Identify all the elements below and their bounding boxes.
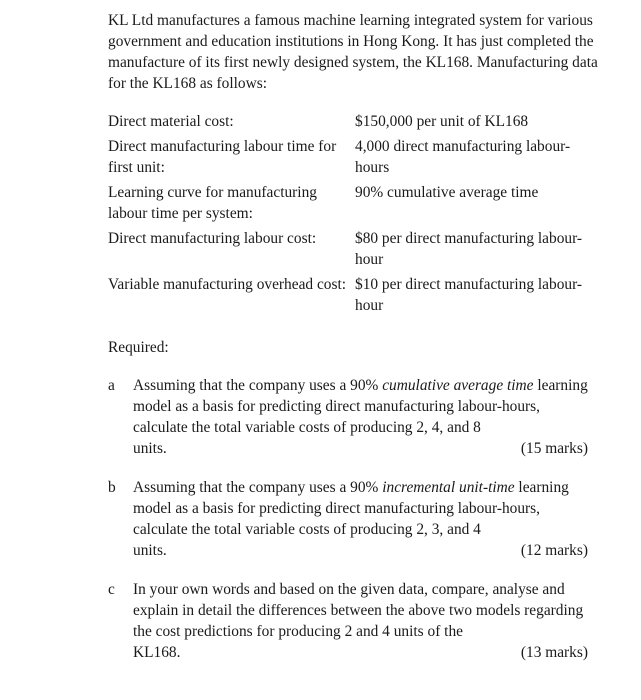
question-a [108, 375, 598, 459]
document-page [108, 10, 598, 681]
question-last-word: units. [133, 542, 167, 559]
question-body [133, 477, 588, 561]
question-b [108, 477, 598, 561]
row-value: 90% cumulative average time [355, 184, 539, 201]
required-heading: Required: [108, 339, 169, 356]
row-value: $150,000 per unit of KL168 [355, 113, 529, 130]
row-label: Direct manufacturing labour cost: [108, 230, 317, 247]
marks-allocation: (15 marks) [520, 440, 588, 457]
row-value: 4,000 direct manufacturing labour-hours [355, 138, 571, 176]
marks-allocation: (13 marks) [520, 644, 588, 661]
question-text: learning model as a basis for predicting direct manufacturing labour-hours, calculate the total variable costs of producing 2, 3, and 4 [133, 479, 569, 538]
question-model-term: cumulative average time [382, 377, 534, 394]
table-row [108, 274, 598, 320]
question-body [133, 579, 588, 663]
row-label: Direct material cost: [108, 113, 234, 130]
question-body [133, 375, 588, 459]
question-last-word: units. [133, 440, 167, 457]
question-last-word: KL168. [133, 644, 181, 661]
question-letter: a [108, 377, 115, 394]
table-row [108, 136, 598, 182]
row-label: Direct manufacturing labour time for first unit: [108, 138, 337, 176]
question-c [108, 579, 598, 663]
table-row [108, 228, 598, 274]
marks-line [133, 540, 588, 561]
table-row [108, 182, 598, 228]
question-model-term: incremental unit-time [382, 479, 515, 496]
question-text: Assuming that the company uses a 90% [133, 479, 383, 496]
marks-allocation: (12 marks) [520, 542, 588, 559]
question-text: In your own words and based on the given data, compare, analyse and explain in detail the differences between the above two models regarding the cost predictions for producing 2 and 4 units of the [133, 581, 584, 640]
row-label: Learning curve for manufacturing labour time per system: [108, 184, 317, 222]
table-row [108, 111, 598, 136]
question-letter: b [108, 479, 116, 496]
question-letter: c [108, 581, 115, 598]
question-text: Assuming that the company uses a 90% [133, 377, 383, 394]
intro-paragraph: KL Ltd manufactures a famous machine learning integrated system for various government and education institutions in Hong Kong. It has just completed the manufacture of its first newly designed system, the KL168. Manufacturing data for the KL168 as follows: [108, 12, 598, 92]
manufacturing-data-table [108, 111, 598, 320]
marks-line [133, 438, 588, 459]
row-value: $10 per direct manufacturing labour-hour [355, 276, 583, 314]
row-label: Variable manufacturing overhead cost: [108, 276, 347, 293]
marks-line [133, 642, 588, 663]
row-value: $80 per direct manufacturing labour-hour [355, 230, 583, 268]
question-text: learning model as a basis for predicting direct manufacturing labour-hours, calculate the total variable costs of producing 2, 4, and 8 [133, 377, 588, 436]
